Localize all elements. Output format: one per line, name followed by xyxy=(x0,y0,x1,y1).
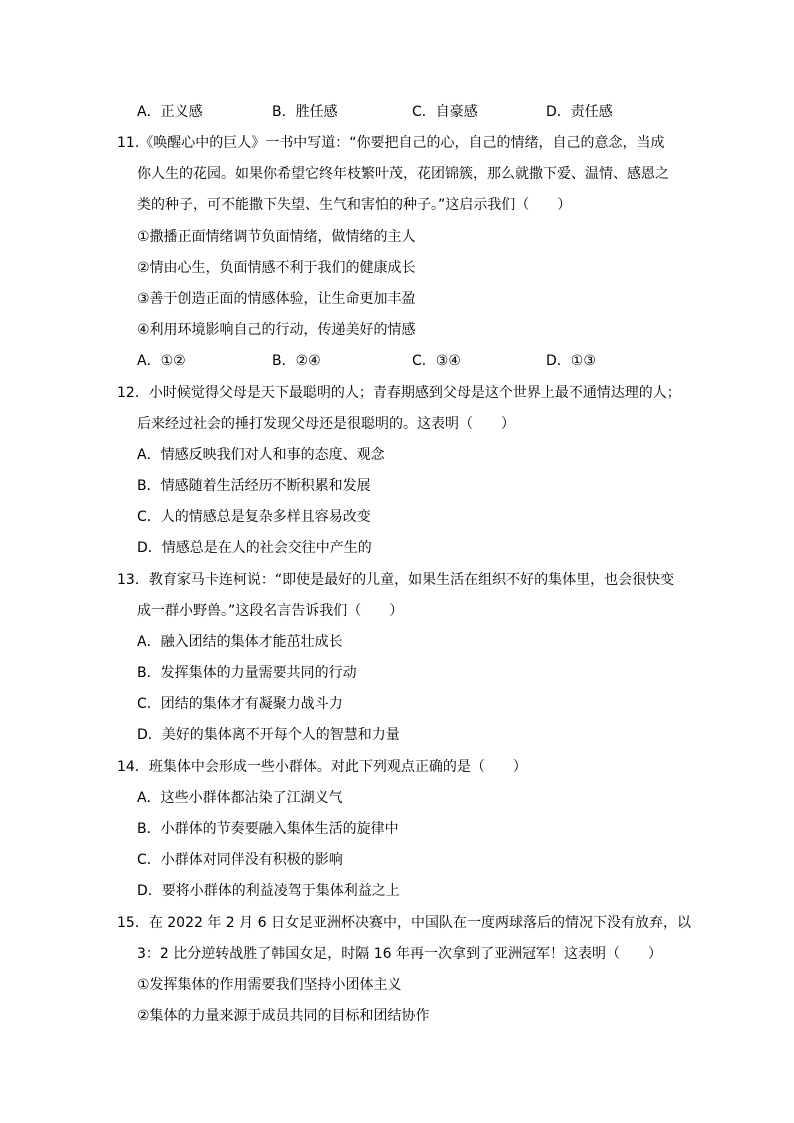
q13-option-a: A．融入团结的集体才能茁壮成长 xyxy=(137,634,343,650)
q14-option-a: A．这些小群体都沾染了江湖义气 xyxy=(137,790,343,806)
q11-option-a: A．①② xyxy=(137,353,186,369)
q10-option-c: C．自豪感 xyxy=(412,104,478,120)
q15-statement-2: ②集体的力量来源于成员共同的目标和团结协作 xyxy=(137,1008,430,1024)
q12-option-b: B．情感随着生活经历不断积累和发展 xyxy=(137,478,371,494)
q14-option-b: B．小群体的节奏要融入集体生活的旋律中 xyxy=(137,821,399,837)
q12-option-a: A．情感反映我们对人和事的态度、观念 xyxy=(137,447,385,463)
q15-statement-1: ①发挥集体的作用需要我们坚持小团体主义 xyxy=(137,977,402,993)
q11-stem-line-1: 11.《唤醒心中的巨人》一书中写道：“你要把自己的心，自己的情绪，自己的意念，当成 xyxy=(117,135,665,151)
q11-statement-4: ④利用环境影响自己的行动，传递美好的情感 xyxy=(137,322,416,338)
q13-option-b: B．发挥集体的力量需要共同的行动 xyxy=(137,665,357,681)
q10-option-a: A．正义感 xyxy=(137,104,203,120)
q10-option-b: B．胜任感 xyxy=(272,104,338,120)
q11-stem-line-2: 你人生的花园。如果你希望它终年枝繁叶茂，花团锦簇，那么就撒下爱、温情、感恩之 xyxy=(137,166,669,182)
q11-option-d: D．①③ xyxy=(546,353,596,369)
q14-option-d: D．要将小群体的利益凌驾于集体利益之上 xyxy=(137,883,400,899)
q13-option-d: D．美好的集体离不开每个人的智慧和力量 xyxy=(137,727,400,743)
q10-options xyxy=(137,102,657,122)
q11-statement-1: ①撒播正面情绪调节负面情绪，做情绪的主人 xyxy=(137,229,416,245)
q13-option-c: C．团结的集体才有凝聚力战斗力 xyxy=(137,696,343,712)
q12-stem-line-1: 12．小时候觉得父母是天下最聪明的人；青春期感到父母是这个世界上最不通情达理的人； xyxy=(117,385,681,401)
q13-stem-line-2: 成一群小野兽。”这段名言告诉我们（ ） xyxy=(137,603,404,619)
q15-stem-line-2: 3：2 比分逆转战胜了韩国女足，时隔 16 年再一次拿到了亚洲冠军！这表明（ ） xyxy=(137,946,662,962)
q11-stem-line-3: 类的种子，可不能撒下失望、生气和害怕的种子。”这启示我们（ ） xyxy=(137,197,572,213)
q14-stem-line-1: 14．班集体中会形成一些小群体。对此下列观点正确的是（ ） xyxy=(117,759,527,775)
q11-option-c: C．③④ xyxy=(412,353,461,369)
q11-option-b: B．②④ xyxy=(272,353,321,369)
q12-option-c: C．人的情感总是复杂多样且容易改变 xyxy=(137,509,371,525)
q14-option-c: C．小群体对同伴没有积极的影响 xyxy=(137,852,343,868)
q11-statement-3: ③善于创造正面的情感体验，让生命更加丰盈 xyxy=(137,291,416,307)
q13-stem-line-1: 13．教育家马卡连柯说：“即使是最好的儿童，如果生活在组织不好的集体里，也会很快变 xyxy=(117,572,675,588)
q11-statement-2: ②情由心生，负面情感不利于我们的健康成长 xyxy=(137,260,416,276)
q12-option-d: D．情感总是在人的社会交往中产生的 xyxy=(137,540,372,556)
q15-stem-line-1: 15．在 2022 年 2 月 6 日女足亚洲杯决赛中，中国队在一度两球落后的情况下没有放弃，以 xyxy=(117,915,691,931)
q10-option-d: D．责任感 xyxy=(546,104,613,120)
q11-options xyxy=(137,351,657,371)
q12-stem-line-2: 后来经过社会的捶打发现父母还是很聪明的。这表明（ ） xyxy=(137,416,515,432)
